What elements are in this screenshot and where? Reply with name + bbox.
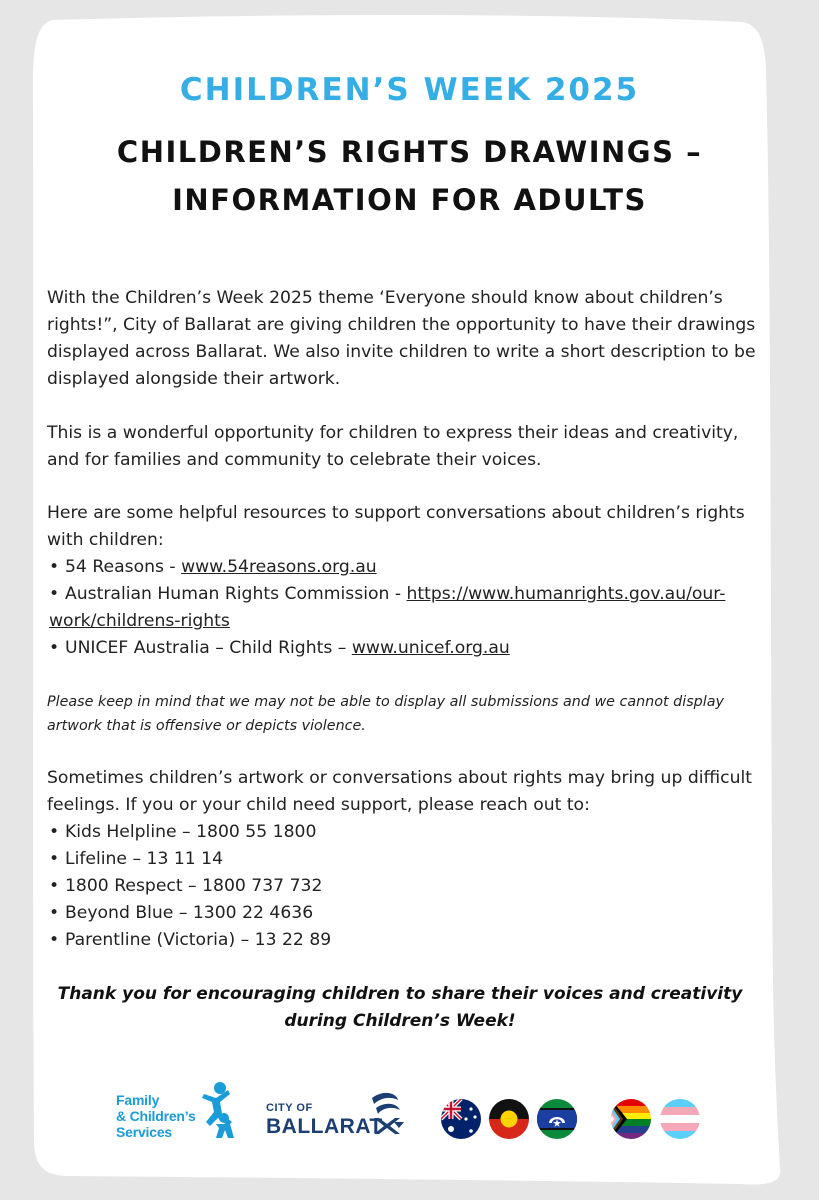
cob-big-text: BALLARAT xyxy=(266,1115,383,1138)
fcs-wordmark xyxy=(116,1092,196,1140)
support-text: Kids Helpline – 1800 55 1800 xyxy=(65,822,317,842)
intro-text-2: This is a wonderful opportunity for children to express their ideas and creativity, and for families and community to celebrate their voices. xyxy=(47,423,739,470)
transgender-flag-icon xyxy=(660,1099,700,1139)
resource-item xyxy=(47,581,767,635)
support-text: 1800 Respect – 1800 737 732 xyxy=(65,876,323,896)
resource-link-54reasons[interactable]: www.54reasons.org.au xyxy=(181,557,377,577)
intro-text-1: With the Children’s Week 2025 theme ‘Everyone should know about children’s rights!”, City of Ballarat are giving children the opportunity to have their drawings displayed across Ballarat. We also invite children to write a short description to be displayed alongside their artwork. xyxy=(47,288,756,389)
resource-label: UNICEF Australia – Child Rights – xyxy=(65,638,352,658)
thank-you-message: Thank you for encouraging children to share their voices and creativity during Children’s Week! xyxy=(57,984,743,1031)
bullet: • xyxy=(49,557,60,577)
city-of-ballarat-logo xyxy=(266,1088,416,1148)
event-kicker: CHILDREN’S WEEK 2025 xyxy=(179,72,640,108)
support-item xyxy=(47,927,767,954)
jumping-children-icon xyxy=(194,1080,244,1142)
bullet: • xyxy=(49,849,60,869)
resource-link-unicef[interactable]: www.unicef.org.au xyxy=(351,638,510,658)
bullet: • xyxy=(49,822,60,842)
torres-strait-islander-flag-icon xyxy=(537,1099,577,1139)
ballarat-emblem-icon xyxy=(368,1088,408,1144)
intro-paragraph-2 xyxy=(47,420,767,474)
bullet: • xyxy=(49,638,60,658)
bullet: • xyxy=(49,584,60,604)
support-text: Lifeline – 13 11 14 xyxy=(65,849,224,869)
support-list xyxy=(47,819,767,954)
aboriginal-flag-icon xyxy=(489,1099,529,1139)
support-text: Parentline (Victoria) – 13 22 89 xyxy=(65,930,332,950)
cob-small-text: CITY OF xyxy=(266,1102,313,1114)
australian-flag-icon xyxy=(441,1099,481,1139)
resource-link-humanrights[interactable]: https://www.humanrights.gov.au/our-work/childrens-rights xyxy=(49,584,726,631)
fcs-line-2: & Children’s xyxy=(116,1108,196,1124)
fcs-line-1: Family xyxy=(116,1092,160,1108)
support-lead: Sometimes children’s artwork or conversations about rights may bring up difficult feelings. If you or your child need support, please reach out to: xyxy=(47,768,752,815)
resource-item xyxy=(47,554,767,581)
family-childrens-services-logo xyxy=(116,1088,246,1148)
submission-note: Please keep in mind that we may not be able to display all submissions and we cannot display artwork that is offensive or depicts violence. xyxy=(47,694,724,734)
support-item xyxy=(47,873,767,900)
fcs-line-3: Services xyxy=(116,1124,173,1140)
title-line-1: CHILDREN’S RIGHTS DRAWINGS – xyxy=(116,135,703,169)
resource-item xyxy=(47,635,767,662)
resource-label: 54 Reasons - xyxy=(65,557,182,577)
resources-section xyxy=(47,500,767,662)
pride-flag-icon xyxy=(611,1099,651,1139)
intro-paragraph-1 xyxy=(47,285,767,393)
resource-label: Australian Human Rights Commission - xyxy=(65,584,407,604)
support-item xyxy=(47,900,767,927)
resources-list xyxy=(47,554,767,662)
support-item xyxy=(47,819,767,846)
bullet: • xyxy=(49,903,60,923)
support-text: Beyond Blue – 1300 22 4636 xyxy=(65,903,314,923)
support-section xyxy=(47,765,767,954)
bullet: • xyxy=(49,930,60,950)
resources-lead: Here are some helpful resources to support conversations about children’s rights with children: xyxy=(47,503,745,550)
page-title xyxy=(0,128,819,224)
support-item xyxy=(47,846,767,873)
title-line-2: INFORMATION FOR ADULTS xyxy=(172,183,647,217)
bullet: • xyxy=(49,876,60,896)
